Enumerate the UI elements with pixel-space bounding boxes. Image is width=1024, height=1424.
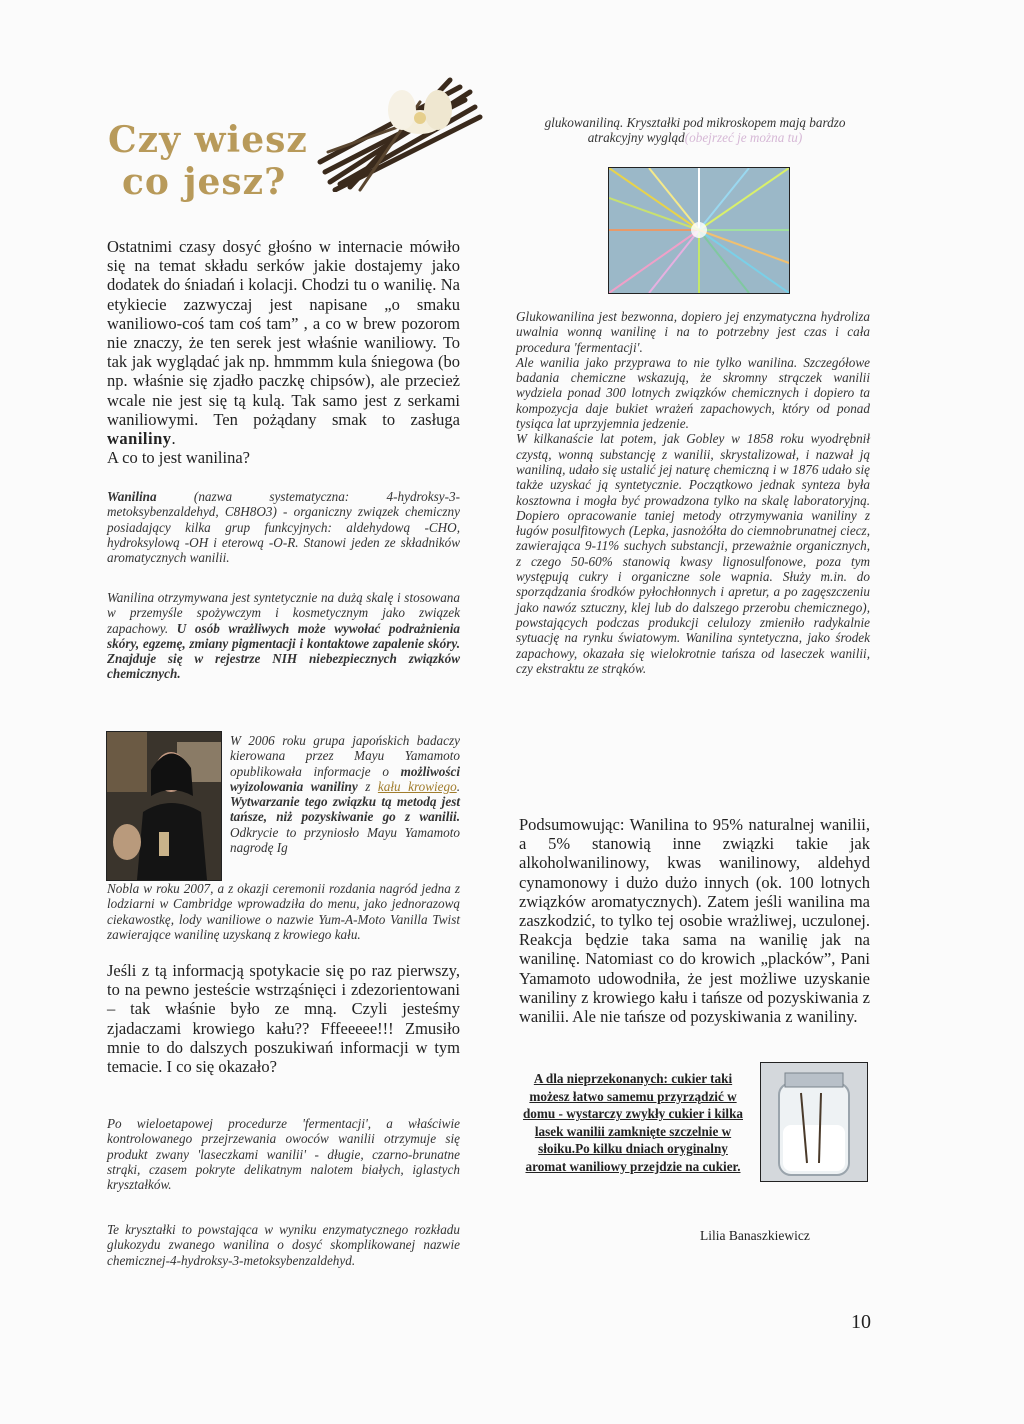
synthesis-bold: U osób wrażliwych może wywołać podrażnienia skóry, egzemę, zmiany pigmentacji i kontaktowe zapalenie skóry. Znajduje się w rejestrze NIH niebezpiecznych związków chemicznych. <box>107 620 461 682</box>
intro-bold: waniliny <box>107 429 172 449</box>
vanilla-pods-image <box>300 72 490 192</box>
ig-nobel-paragraph: Nobla w roku 2007, a z okazji ceremonii rozdania nagród jedna z lodziarni w Cambridge wprowadziła do menu, jako jednorazową ciekawostkę, lody waniliowe o nazwie Yum-A-Moto Vanilla Twist zawierające wanilinę uzyskaną z krowiego kału. <box>107 881 460 942</box>
definition-paragraph <box>107 489 460 565</box>
history-text: W kilkanaście lat potem, jak Gobley w 1858 roku wyodrębnił czystą, wonną substancję z wanilii, skrystalizował, i nazwał ją waniliną, udało się ustalić jej naturę chemiczną i w 1876 udało się także uzyskać ją syntetycznie. Początkowo jednak synteza była kosztowna i mogła być prowadzona tylko na skalę laboratoryjną. Dopiero opracowanie taniej metody otrzymywania waniliny z ługów posulfitowych (Lepka, jasnożółta do ciemnobrunatnej ciecz, zawierająca 9-11% suchych substancji, przeważnie organicznych, z czego 50-60% stanowią kwasy lignosulfonowe, poza tym występują cukry i organiczne sole wapnia. Służy m.in. do sporządzania środków pyłochłonnych i apretur, a po zagęszczeniu jako nawóz sztuczny, klej lub do dalszego przerobu chemicznego), powstających podczas produkcji celulozy zmieniło radykalnie sytuację na rynku światowym. Wanilina syntetyczna, jako środek zapachowy, okazała się wielokrotnie tańsza od laseczek wanilii, czy ekstraktu ze strąków. <box>516 431 870 676</box>
author-signature: Lilia Banaszkiewicz <box>700 1228 810 1243</box>
sugar-jar-image <box>760 1062 868 1182</box>
mayu-yamamoto-photo <box>106 731 222 881</box>
definition-text: (nazwa systematyczna: 4-hydroksy-3-metoksybenzaldehyd, C8H8O3) - organiczny związek chemiczny posiadający kilka grup funkcyjnych: aldehydową -CHO, hydroksylową -OH i eterową -O-R. Stanowi jeden ze składników aromatycznych wanilii. <box>107 489 460 566</box>
yamamoto-paragraph <box>230 733 460 855</box>
microscope-text: glukowaniliną. Kryształki pod mikroskopem mają bardzo atrakcyjny wygląd <box>544 115 846 146</box>
title-line-1: Czy wiesz <box>108 119 308 161</box>
yamamoto-text-c: z <box>357 778 378 794</box>
yamamoto-text-a: W 2006 roku grupa japońskich badaczy kierowana przez Mayu Yamamoto opublikowała informacje o <box>230 733 460 779</box>
microscope-crystal-image <box>608 167 790 294</box>
crystals-paragraph: Te kryształki to powstająca w wyniku enzymatycznego rozkładu glukozydu zwanego wanilina o dosyć skomplikowanej nazwie chemicznej-4-hydroksy-3-metoksybenzaldehyd. <box>107 1222 460 1268</box>
title-line-2: co jesz? <box>122 161 287 203</box>
vanilla-sugar-tip: A dla nieprzekonanych: cukier taki możesz łatwo samemu przyrządzić w domu - wystarczy zwykły cukier i kilka lasek wanilii zamknięte szczelnie w słoiku.Po kilku dniach oryginalny aromat waniliowy przejdzie na cukier. <box>522 1071 744 1174</box>
intro-tail: . <box>171 429 176 449</box>
synthesis-paragraph <box>107 590 460 682</box>
crystals-microscope-text <box>516 115 874 146</box>
cow-dung-link[interactable]: kału krowiego <box>377 778 457 794</box>
page-number: 10 <box>851 1311 871 1333</box>
microscope-link-faint[interactable]: (obejrzeć je można tu) <box>684 130 803 146</box>
yamamoto-text-d: . <box>456 778 460 794</box>
definition-bold: Wanilina <box>107 489 157 504</box>
yamamoto-text-f: Odkrycie to przyniosło Mayu Yamamoto nagrodę Ig <box>230 824 460 856</box>
glucovanillin-paragraph <box>516 309 870 676</box>
yamamoto-bold-e: Wytwarzanie tego związku tą metodą jest tańsze, niż pozyskiwanie go z wanilii. <box>230 794 460 825</box>
fermentation-paragraph: Po wieloetapowej procedurze 'fermentacji', a właściwie kontrolowanego przejrzewania owoców wanilii otrzymuje się produkt zwany 'laseczkami wanilii' - długie, czarno-brunatne strąki, czasem pokryte delikatnym nalotem białych, iglastych kryształków. <box>107 1116 460 1193</box>
glucovanillin-text: Glukowanilina jest bezwonna, dopiero jej enzymatyczna hydroliza uwalnia wonną wanilinę i na to potrzebny jest czas i cała procedura 'fermentacji'. <box>516 309 870 355</box>
spice-text: Ale wanilia jako przyprawa to nie tylko wanilina. Szczegółowe badania chemiczne wskazują, że skromny strączek wanilii wydziela ponad 300 lotnych związków chemicznych i dopiero ta kompozycja daje bukiet wrażeń zapachowych, który od ponad tysiąca lat uprzyjemnia jedzenie. <box>516 354 870 432</box>
intro-text: Ostatnimi czasy dosyć głośno w internacie mówiło się na temat składu serków jakie dostajemy jako dodatek do śniadań i kolacji. Chodzi tu o wanilię. Na etykiecie zazwyczaj jest napisane „o smaku waniliowo-coś tam coś tam” , a co w brew pozorom nie znaczy, że ten serek jest właśnie waniliowy. To tak jak wyglądać jak np. hmmmm kula śniegowa (bo np. właśnie się zjadło paczkę chipsów), ale przecież wcale nie jest się tą kulą. Tak samo jest z serkami waniliowymi. Ten pożądany smak to zasługa <box>107 237 460 429</box>
intro-question: A co to jest wanilina? <box>107 448 250 468</box>
reaction-paragraph: Jeśli z tą informacją spotykacie się po raz pierwszy, to na pewno jesteście wstrząśnięci i zdezorientowani – tak właśnie było ze mną. Czyli jesteśmy zjadaczami krowiego kału?? Fffeeeee!!! Zmusiło mnie to do dalszych poszukiwań informacji w tym temacie. I co się okazało? <box>107 961 460 1077</box>
yamamoto-bold-b: możliwości wyizolowania waniliny <box>230 763 460 794</box>
summary-paragraph: Podsumowując: Wanilina to 95% naturalnej wanilii, a 5% stanowią inne związki takie jak alkoholwanilinowy, kwas wanilinowy, aldehyd cynamonowy i dużo dużo innych (ok. 100 lotnych związków aromatycznych). Zatem jeśli wanilina ma zaszkodzić, to tylko tej osobie wrażliwej, uczulonej. Reakcja będzie taka sama na wanilię jak na wanilinę. Natomiast co do krowich „placków”, Pani Yamamoto udowodniła, że jest możliwe uzyskanie waniliny z krowiego kału i tańsze od pozyskiwania z wanilii. Ale nie tańsze od pozyskiwania z waniliny. <box>519 815 870 1027</box>
intro-paragraph <box>107 237 460 467</box>
synthesis-text: Wanilina otrzymywana jest syntetycznie na dużą skalę i stosowana w przemyśle spożywczym i kosmetycznym jako związek zapachowy. <box>107 590 460 636</box>
